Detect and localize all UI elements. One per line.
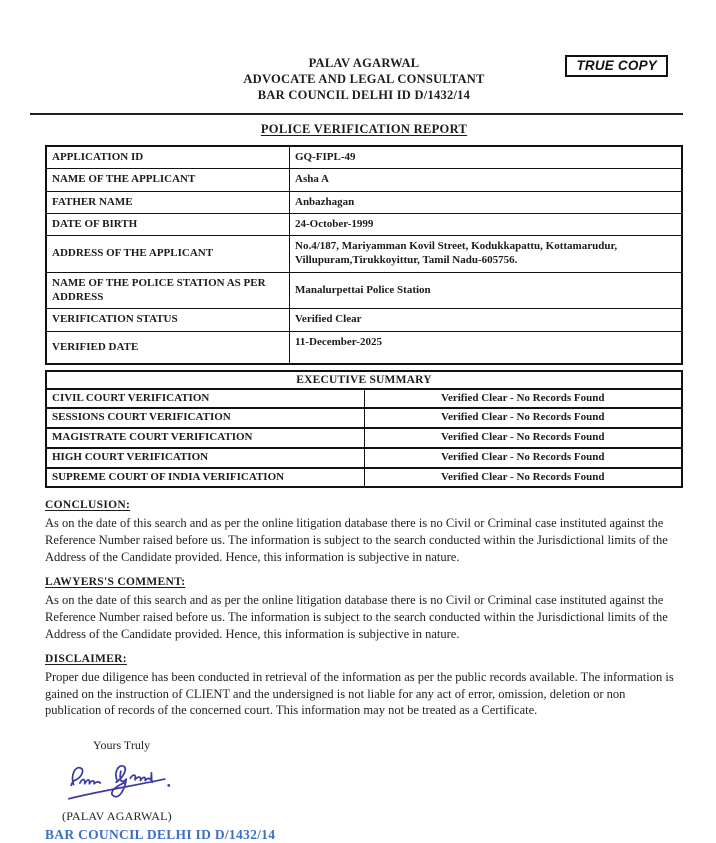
table-row	[46, 389, 682, 409]
table-row	[46, 428, 682, 448]
field-value: Anbazhagan	[290, 191, 683, 213]
conclusion-section	[45, 499, 683, 565]
closing-phrase: Yours Truly	[93, 738, 151, 753]
advocate-name: PALAV AGARWAL	[308, 56, 420, 70]
report-title: POLICE VERIFICATION REPORT	[260, 122, 468, 136]
table-row	[46, 236, 682, 273]
field-value: Asha A	[290, 169, 683, 191]
table-row	[46, 191, 682, 213]
field-value: 24-October-1999	[290, 213, 683, 235]
table-row	[46, 448, 682, 468]
signatory-name: (PALAV AGARWAL)	[62, 809, 172, 824]
lawyers-comment-text: As on the date of this search and as per the online litigation database there is no Civil or Criminal case instituted against the Reference Number raised before us. The information is subject to the search conducted within the Jurisdictional limits of the Address of the Candidate provided. Hence, this information is subjective in nature.	[45, 593, 668, 641]
table-row	[46, 146, 682, 169]
field-label: DATE OF BIRTH	[46, 213, 290, 235]
disclaimer-text: Proper due diligence has been conducted in retrieval of the information as per the public records available. The information is gained on the instruction of CLIENT and the undersigned is not liable for any act of error, omission, deletion or non publication of records of the concerned court. This information may not be treated as a Certificate.	[45, 670, 674, 718]
table-row	[46, 309, 682, 331]
true-copy-stamp: TRUE COPY	[565, 55, 668, 77]
table-row	[46, 213, 682, 235]
field-value: Verified Clear	[290, 309, 683, 331]
field-label: VERIFIED DATE	[46, 331, 290, 364]
verification-label: HIGH COURT VERIFICATION	[46, 448, 364, 468]
field-label: FATHER NAME	[46, 191, 290, 213]
table-row	[46, 272, 682, 309]
verification-label: SUPREME COURT OF INDIA VERIFICATION	[46, 468, 364, 488]
field-label: ADDRESS OF THE APPLICANT	[46, 236, 290, 273]
verification-result: Verified Clear - No Records Found	[364, 428, 682, 448]
field-label: NAME OF THE POLICE STATION AS PER ADDRESS	[46, 272, 290, 309]
field-value: Manalurpettai Police Station	[290, 272, 683, 309]
signature-image	[61, 759, 179, 807]
field-label: VERIFICATION STATUS	[46, 309, 290, 331]
field-value: 11-December-2025	[290, 331, 683, 364]
lawyers-comment-section	[45, 576, 683, 642]
verification-result: Verified Clear - No Records Found	[364, 448, 682, 468]
conclusion-heading: CONCLUSION:	[45, 499, 131, 512]
table-row	[46, 169, 682, 191]
disclaimer-section	[45, 653, 683, 719]
table-header-row	[46, 371, 682, 389]
advocate-bar-id: BAR COUNCIL DELHI ID D/1432/14	[257, 88, 471, 102]
verification-label: SESSIONS COURT VERIFICATION	[46, 408, 364, 428]
field-label: NAME OF THE APPLICANT	[46, 169, 290, 191]
field-value: GQ-FIPL-49	[290, 146, 683, 169]
verification-label: CIVIL COURT VERIFICATION	[46, 389, 364, 409]
verification-result: Verified Clear - No Records Found	[364, 408, 682, 428]
advocate-title: ADVOCATE AND LEGAL CONSULTANT	[243, 72, 485, 86]
verification-label: MAGISTRATE COURT VERIFICATION	[46, 428, 364, 448]
verification-result: Verified Clear - No Records Found	[364, 468, 682, 488]
applicant-details-table	[45, 145, 683, 365]
table-row	[46, 408, 682, 428]
conclusion-text: As on the date of this search and as per the online litigation database there is no Civil or Criminal case instituted against the Reference Number raised before us. The information is subject to the search conducted within the Jurisdictional limits of the Address of the Candidate provided. Hence, this information is subjective in nature.	[45, 516, 668, 564]
table-row	[46, 468, 682, 488]
verification-result: Verified Clear - No Records Found	[364, 389, 682, 409]
table-row	[46, 331, 682, 364]
header-divider	[30, 113, 683, 115]
bar-council-id: BAR COUNCIL DELHI ID D/1432/14	[45, 827, 276, 843]
field-value: No.4/187, Mariyamman Kovil Street, Kodukkapattu, Kottamarudur, Villupuram,Tirukkoyittur, Tamil Nadu-605756.	[290, 236, 683, 273]
field-label: APPLICATION ID	[46, 146, 290, 169]
executive-summary-title: EXECUTIVE SUMMARY	[46, 371, 682, 389]
disclaimer-heading: DISCLAIMER:	[45, 653, 127, 666]
lawyers-comment-heading: LAWYERS'S COMMENT:	[45, 576, 186, 589]
executive-summary-table	[45, 370, 683, 489]
